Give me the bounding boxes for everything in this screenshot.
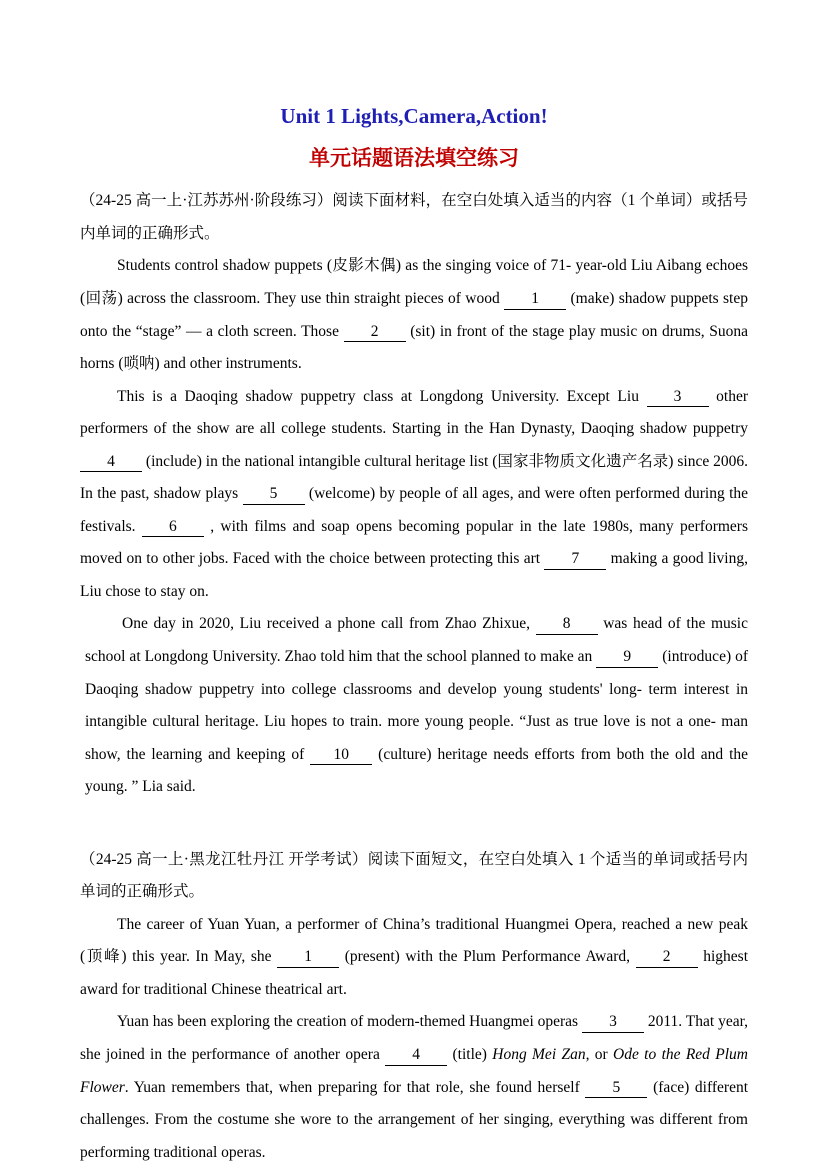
exercise2-paragraph-1: The career of Yuan Yuan, a performer of China’s traditional Huangmei Opera, reached a new peak (顶峰) this year. In May, she 1 (present) with the Plum Performance Award, 2 highest award for traditional Chinese theatrical art. xyxy=(80,915,749,998)
exercise1-paragraph-2: This is a Daoqing shadow puppetry class at Longdong University. Except Liu 3 other performers of the show are all college students. Starting in the Han Dynasty, Daoqing shadow puppetry 4 (include) in the national intangible cultural heritage list (国家非物质文化遗产名录) since 2006. In the past, shadow plays 5 (welcome) by people of all ages, and were often performed during the festivals. 6 , with films and soap opens becoming popular in the late 1980s, many performers moved on to other jobs. Faced with the choice between protecting this art 7 making a good living, Liu chose to stay on. xyxy=(80,387,749,600)
fill-in-blank-7: 7 xyxy=(544,550,606,570)
exercise1-paragraph-1: Students control shadow puppets (皮影木偶) as the singing voice of 71- year-old Liu Aibang echoes (回荡) across the classroom. They use thin straight pieces of wood 1 (make) shadow puppets step onto the “stage” — a cloth screen. Those 2 (sit) in front of the stage play music on drums, Suona horns (唢呐) and other instruments. xyxy=(80,257,749,373)
fill-in-blank-2: 2 xyxy=(344,323,406,343)
fill-in-blank-4: 4 xyxy=(80,453,142,473)
exercise2-paragraph-2: Yuan has been exploring the creation of modern-themed Huangmei operas 3 2011. That year, she joined in the performance of another opera 4 (title) Hong Mei Zan, or Ode to the Red Plum Flower. Yuan remembers that, when preparing for that role, she found herself 5 (face) different challenges. From the costume she wore to the arrangement of her singing, everything was different from performing traditional operas. xyxy=(80,1013,748,1161)
exercise2-instruction: （24-25 高一上·黑龙江牡丹江 开学考试）阅读下面短文，在空白处填入 1 个适当的单词或括号内单词的正确形式。 xyxy=(80,850,748,901)
exercise1-paragraph-3: One day in 2020, Liu received a phone call from Zhao Zhixue, 8 was head of the music school at Longdong University. Zhao told him that the school planned to make an 9 (introduce) of Daoqing shadow puppetry into college classrooms and develop young students' long- term interest in intangible cultural heritage. Liu hopes to train. more young people. “Just as true love is not a one- man show, the learning and keeping of 10 (culture) heritage needs efforts from both the old and the young. ” Lia said. xyxy=(85,615,749,796)
exercise1-instruction: （24-25 高一上·江苏苏州·阶段练习）阅读下面材料，在空白处填入适当的内容（1 个单词）或括号内单词的正确形式。 xyxy=(80,192,748,242)
fill-in-blank-6: 6 xyxy=(142,518,204,538)
fill-in-blank-8: 8 xyxy=(536,615,598,635)
fill-in-blank-5: 5 xyxy=(585,1079,647,1099)
opera-title-italic: Hong Mei Zan, xyxy=(492,1046,590,1063)
doc-title: Unit 1 Lights,Camera,Action! xyxy=(280,104,548,128)
doc-subtitle: 单元话题语法填空练习 xyxy=(309,146,519,171)
fill-in-blank-5: 5 xyxy=(243,485,305,505)
fill-in-blank-4: 4 xyxy=(385,1046,447,1066)
fill-in-blank-1: 1 xyxy=(504,290,566,310)
fill-in-blank-9: 9 xyxy=(596,648,658,668)
opera-title-italic: Ode to the Red Plum Flower xyxy=(80,1046,748,1096)
fill-in-blank-3: 3 xyxy=(582,1013,644,1033)
fill-in-blank-2: 2 xyxy=(636,948,698,968)
fill-in-blank-3: 3 xyxy=(647,388,709,408)
fill-in-blank-1: 1 xyxy=(277,948,339,968)
fill-in-blank-10: 10 xyxy=(310,746,372,766)
